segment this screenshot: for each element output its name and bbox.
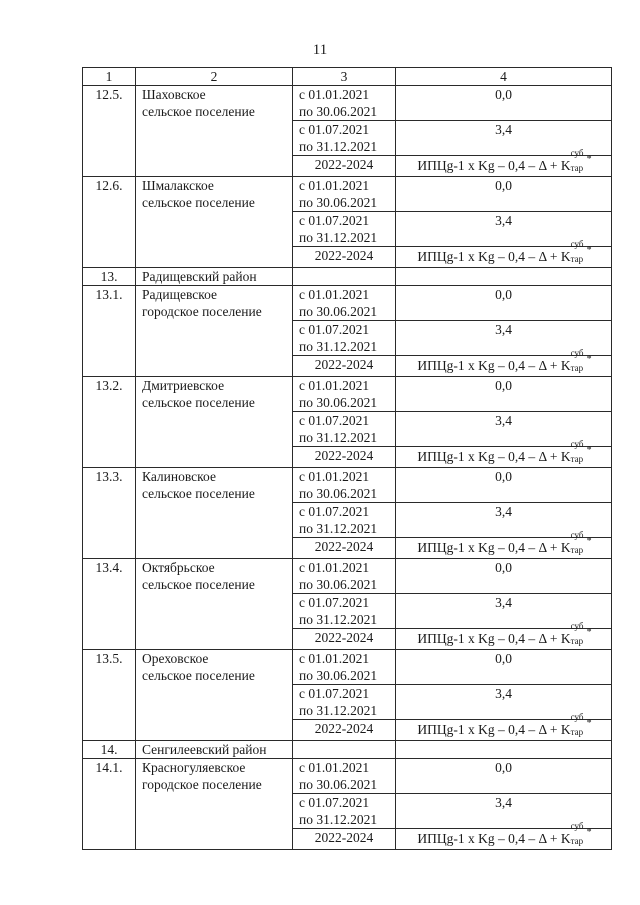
- period-start: с 01.01.2021: [299, 178, 370, 193]
- settlement-name-line1: Дмитриевское: [142, 378, 225, 393]
- settlement-name-line2: сельское поселение: [142, 577, 255, 592]
- table-body: [83, 68, 612, 850]
- period-second-half: [293, 412, 396, 447]
- settlement-name: [136, 86, 293, 177]
- period-first-half: [293, 177, 396, 212]
- period-end: по 30.06.2021: [299, 668, 378, 683]
- settlement-row: [83, 650, 612, 685]
- district-name: Сенгилеевский район: [136, 741, 293, 759]
- period-2022-2024: 2022-2024: [293, 629, 396, 650]
- value-second-half: 3,4: [396, 321, 612, 356]
- formula-superscript: суб: [570, 148, 584, 158]
- period-2022-2024: 2022-2024: [293, 447, 396, 468]
- settlement-name-line1: Калиновское: [142, 469, 216, 484]
- value-first-half: 0,0: [396, 377, 612, 412]
- period-end: по 31.12.2021: [299, 612, 378, 627]
- period-2022-2024: 2022-2024: [293, 156, 396, 177]
- tariff-formula: [417, 439, 592, 464]
- formula-superscript: суб: [570, 239, 584, 249]
- period-end: по 31.12.2021: [299, 339, 378, 354]
- period-end: по 30.06.2021: [299, 104, 378, 119]
- period-start: с 01.07.2021: [299, 504, 370, 519]
- formula-subscript: тар: [570, 454, 584, 464]
- settlement-name: [136, 377, 293, 468]
- tariff-table: [82, 67, 612, 850]
- formula-asterisk: *: [586, 154, 592, 165]
- formula-k-indices: [570, 530, 585, 555]
- period-first-half: [293, 86, 396, 121]
- settlement-number: 13.1.: [83, 286, 136, 377]
- period-end: по 30.06.2021: [299, 195, 378, 210]
- settlement-name: [136, 286, 293, 377]
- period-start: с 01.07.2021: [299, 322, 370, 337]
- value-second-half: 3,4: [396, 121, 612, 156]
- settlement-row: [83, 468, 612, 503]
- district-empty-cell: [396, 268, 612, 286]
- formula-k-indices: [570, 239, 585, 264]
- header-cell-4: 4: [396, 68, 612, 86]
- period-start: с 01.01.2021: [299, 287, 370, 302]
- period-end: по 30.06.2021: [299, 777, 378, 792]
- page-number: 11: [312, 42, 328, 58]
- period-first-half: [293, 650, 396, 685]
- formula-asterisk: *: [586, 245, 592, 256]
- formula-text: ИПЦg-1 x Kg – 0,4 – Δ + K: [417, 722, 571, 737]
- settlement-name: [136, 650, 293, 741]
- period-end: по 31.12.2021: [299, 139, 378, 154]
- district-empty-cell: [293, 268, 396, 286]
- period-2022-2024: 2022-2024: [293, 538, 396, 559]
- formula-text: ИПЦg-1 x Kg – 0,4 – Δ + K: [417, 449, 571, 464]
- settlement-number: 13.2.: [83, 377, 136, 468]
- district-number: 14.: [83, 741, 136, 759]
- period-first-half: [293, 759, 396, 794]
- period-2022-2024: 2022-2024: [293, 356, 396, 377]
- settlement-row: [83, 377, 612, 412]
- formula-superscript: суб: [570, 439, 584, 449]
- tariff-formula: [417, 148, 592, 173]
- formula-cell: [396, 530, 612, 559]
- formula-text: ИПЦg-1 x Kg – 0,4 – Δ + K: [417, 540, 571, 555]
- formula-text: ИПЦg-1 x Kg – 0,4 – Δ + K: [417, 631, 571, 646]
- formula-subscript: тар: [570, 163, 584, 173]
- formula-cell: [396, 621, 612, 650]
- district-row: [83, 741, 612, 759]
- formula-subscript: тар: [570, 254, 584, 264]
- period-start: с 01.01.2021: [299, 378, 370, 393]
- formula-asterisk: *: [586, 536, 592, 547]
- period-start: с 01.07.2021: [299, 795, 370, 810]
- header-cell-1: 1: [83, 68, 136, 86]
- settlement-name-line1: Октябрьское: [142, 560, 215, 575]
- value-first-half: 0,0: [396, 177, 612, 212]
- tariff-formula: [417, 821, 592, 846]
- tariff-formula: [417, 621, 592, 646]
- settlement-name-line2: сельское поселение: [142, 486, 255, 501]
- period-second-half: [293, 794, 396, 829]
- settlement-number: 13.4.: [83, 559, 136, 650]
- value-second-half: 3,4: [396, 794, 612, 829]
- value-first-half: 0,0: [396, 286, 612, 321]
- value-second-half: 3,4: [396, 503, 612, 538]
- settlement-name: [136, 468, 293, 559]
- period-second-half: [293, 321, 396, 356]
- period-first-half: [293, 559, 396, 594]
- period-second-half: [293, 685, 396, 720]
- formula-text: ИПЦg-1 x Kg – 0,4 – Δ + K: [417, 831, 571, 846]
- settlement-number: 14.1.: [83, 759, 136, 850]
- formula-cell: [396, 148, 612, 177]
- settlement-number: 12.6.: [83, 177, 136, 268]
- period-start: с 01.01.2021: [299, 651, 370, 666]
- period-second-half: [293, 212, 396, 247]
- period-end: по 31.12.2021: [299, 521, 378, 536]
- formula-text: ИПЦg-1 x Kg – 0,4 – Δ + K: [417, 358, 571, 373]
- settlement-name-line2: сельское поселение: [142, 195, 255, 210]
- settlement-row: [83, 86, 612, 121]
- formula-subscript: тар: [570, 836, 584, 846]
- formula-asterisk: *: [586, 627, 592, 638]
- value-first-half: 0,0: [396, 559, 612, 594]
- period-end: по 30.06.2021: [299, 486, 378, 501]
- tariff-formula: [417, 712, 592, 737]
- formula-k-indices: [570, 621, 585, 646]
- formula-superscript: суб: [570, 348, 584, 358]
- formula-cell: [396, 821, 612, 850]
- period-first-half: [293, 286, 396, 321]
- formula-asterisk: *: [586, 827, 592, 838]
- header-cell-2: 2: [136, 68, 293, 86]
- settlement-number: 13.3.: [83, 468, 136, 559]
- period-2022-2024: 2022-2024: [293, 829, 396, 850]
- period-second-half: [293, 594, 396, 629]
- value-second-half: 3,4: [396, 594, 612, 629]
- period-start: с 01.07.2021: [299, 595, 370, 610]
- period-2022-2024: 2022-2024: [293, 720, 396, 741]
- period-start: с 01.07.2021: [299, 213, 370, 228]
- value-second-half: 3,4: [396, 685, 612, 720]
- value-first-half: 0,0: [396, 759, 612, 794]
- formula-cell: [396, 712, 612, 741]
- formula-asterisk: *: [586, 718, 592, 729]
- formula-k-indices: [570, 348, 585, 373]
- formula-subscript: тар: [570, 545, 584, 555]
- settlement-name-line1: Шаховское: [142, 87, 206, 102]
- period-end: по 30.06.2021: [299, 395, 378, 410]
- district-name: Радищевский район: [136, 268, 293, 286]
- settlement-name-line2: городское поселение: [142, 304, 262, 319]
- value-first-half: 0,0: [396, 650, 612, 685]
- district-number: 13.: [83, 268, 136, 286]
- formula-superscript: суб: [570, 712, 584, 722]
- settlement-name-line2: сельское поселение: [142, 668, 255, 683]
- formula-cell: [396, 348, 612, 377]
- tariff-formula: [417, 348, 592, 373]
- formula-superscript: суб: [570, 530, 584, 540]
- period-end: по 30.06.2021: [299, 577, 378, 592]
- period-second-half: [293, 503, 396, 538]
- period-2022-2024: 2022-2024: [293, 247, 396, 268]
- header-cell-3: 3: [293, 68, 396, 86]
- period-end: по 31.12.2021: [299, 812, 378, 827]
- period-first-half: [293, 468, 396, 503]
- formula-subscript: тар: [570, 363, 584, 373]
- formula-k-indices: [570, 712, 585, 737]
- value-first-half: 0,0: [396, 468, 612, 503]
- value-second-half: 3,4: [396, 412, 612, 447]
- formula-asterisk: *: [586, 445, 592, 456]
- period-start: с 01.01.2021: [299, 87, 370, 102]
- tariff-formula: [417, 239, 592, 264]
- formula-superscript: суб: [570, 621, 584, 631]
- settlement-number: 13.5.: [83, 650, 136, 741]
- settlement-name-line1: Красногуляевское: [142, 760, 246, 775]
- formula-text: ИПЦg-1 x Kg – 0,4 – Δ + K: [417, 158, 571, 173]
- settlement-name-line1: Шмалакское: [142, 178, 214, 193]
- settlement-name-line2: сельское поселение: [142, 395, 255, 410]
- settlement-row: [83, 759, 612, 794]
- formula-superscript: суб: [570, 821, 584, 831]
- value-first-half: 0,0: [396, 86, 612, 121]
- settlement-row: [83, 559, 612, 594]
- formula-asterisk: *: [586, 354, 592, 365]
- formula-cell: [396, 439, 612, 468]
- period-start: с 01.01.2021: [299, 469, 370, 484]
- period-start: с 01.01.2021: [299, 560, 370, 575]
- settlement-row: [83, 286, 612, 321]
- period-second-half: [293, 121, 396, 156]
- settlement-name-line1: Ореховское: [142, 651, 209, 666]
- period-start: с 01.07.2021: [299, 413, 370, 428]
- settlement-name-line2: сельское поселение: [142, 104, 255, 119]
- district-empty-cell: [293, 741, 396, 759]
- district-row: [83, 268, 612, 286]
- formula-text: ИПЦg-1 x Kg – 0,4 – Δ + K: [417, 249, 571, 264]
- formula-subscript: тар: [570, 727, 584, 737]
- formula-subscript: тар: [570, 636, 584, 646]
- settlement-number: 12.5.: [83, 86, 136, 177]
- formula-k-indices: [570, 148, 585, 173]
- settlement-name: [136, 759, 293, 850]
- period-start: с 01.07.2021: [299, 122, 370, 137]
- settlement-name-line1: Радищевское: [142, 287, 218, 302]
- period-start: с 01.01.2021: [299, 760, 370, 775]
- period-end: по 31.12.2021: [299, 430, 378, 445]
- formula-k-indices: [570, 821, 585, 846]
- period-start: с 01.07.2021: [299, 686, 370, 701]
- tariff-formula: [417, 530, 592, 555]
- period-first-half: [293, 377, 396, 412]
- period-end: по 31.12.2021: [299, 230, 378, 245]
- settlement-name: [136, 177, 293, 268]
- header-row: [83, 68, 612, 86]
- settlement-name-line2: городское поселение: [142, 777, 262, 792]
- district-empty-cell: [396, 741, 612, 759]
- value-second-half: 3,4: [396, 212, 612, 247]
- formula-k-indices: [570, 439, 585, 464]
- settlement-row: [83, 177, 612, 212]
- formula-cell: [396, 239, 612, 268]
- period-end: по 31.12.2021: [299, 703, 378, 718]
- period-end: по 30.06.2021: [299, 304, 378, 319]
- settlement-name: [136, 559, 293, 650]
